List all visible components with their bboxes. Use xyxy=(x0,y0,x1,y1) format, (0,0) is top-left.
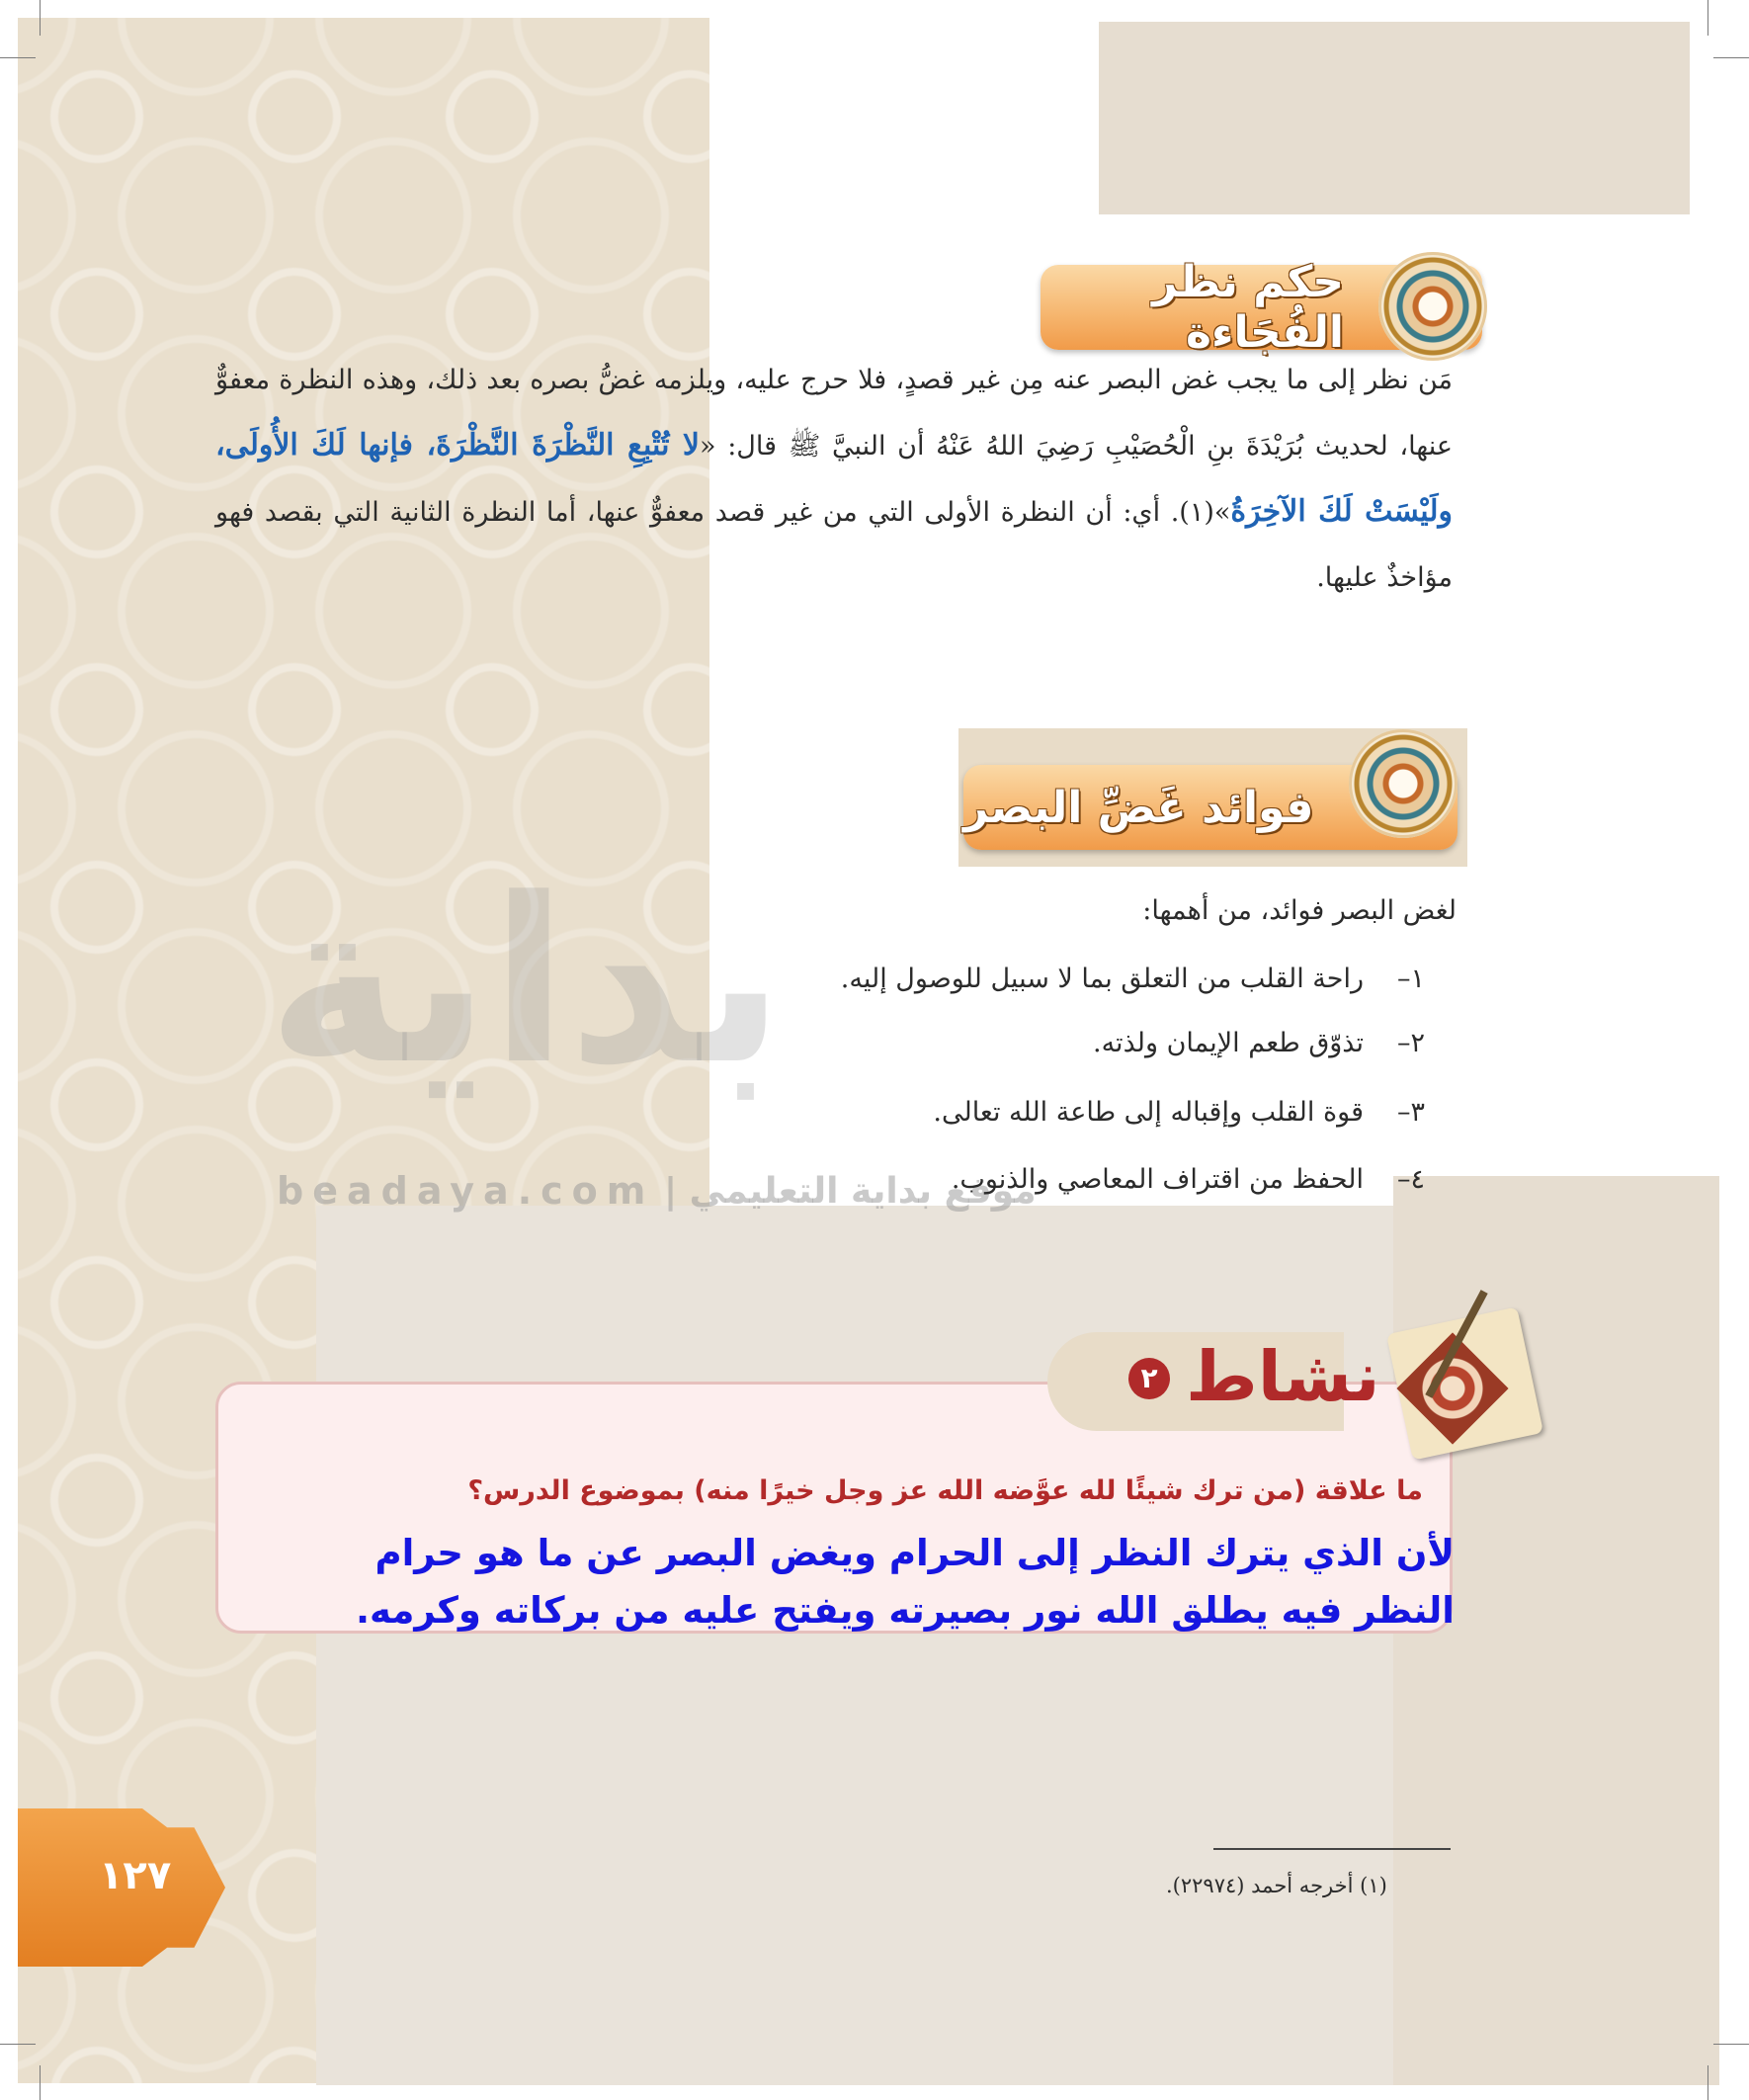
section-title: حكم نظر الفُجَاءة xyxy=(1152,257,1344,358)
list-item xyxy=(1093,1028,1425,1058)
crop-mark xyxy=(40,0,41,36)
list-text: الحفظ من اقتراف المعاصي والذنوب. xyxy=(951,1164,1364,1195)
paragraph-text: »(١). أي: أن النظرة الأولى التي من غير قصد معفوٌّ عنها، أما النظرة الثانية التي بقصد فهو مؤاخذٌ عليها. xyxy=(215,497,1453,593)
crop-mark xyxy=(0,57,36,58)
hadith-quote: لا تُتْبِعِ النَّظْرَةَ النَّظْرَةَ، فإنها لَكَ الأُولَى، ولَيْسَتْ لَكَ الآخِرَةُ xyxy=(215,428,1453,529)
paragraph-text: مَن نظر إلى ما يجب غض البصر عنه مِن غير قصدٍ، فلا حرج عليه، ويلزمه غضُّ بصره بعد ذلك، وهذه النظرة معفوٌّ عنها، لحديث بُرَيْدَةَ بنِ الْحُصَيْبِ رَضِيَ اللهُ عَنْهُ أن النبيَّ ﷺ قال: « xyxy=(215,365,1453,462)
footnote-rule xyxy=(1213,1848,1451,1850)
watermark-subtitle: موقع بداية التعليمي | xyxy=(664,1171,1037,1212)
activity-question: ما علاقة (من ترك شيئًا لله عوَّضه الله عز وجل خيرًا منه) بموضوع الدرس؟ xyxy=(467,1475,1423,1506)
activity-answer: لأن الذي يترك النظر إلى الحرام ويغض البصر عن ما هو حرام النظر فيه يطلق الله نور بصيرته ويفتح عليه من بركاته وكرمه. xyxy=(355,1532,1455,1632)
section-title: فوائد غَضِّ البصر xyxy=(963,782,1314,833)
benefits-intro: لغض البصر فوائد، من أهمها: xyxy=(1142,895,1457,926)
list-number: ٤– xyxy=(1396,1164,1425,1195)
page-number: ١٢٧ xyxy=(99,1853,172,1898)
list-number: ٢– xyxy=(1396,1028,1425,1058)
crop-mark xyxy=(40,2065,41,2100)
ruling-paragraph xyxy=(215,348,1453,611)
rosette-icon xyxy=(1378,252,1487,361)
watermark-url: beadaya.com xyxy=(277,1169,655,1213)
list-text: راحة القلب من التعلق بما لا سبيل للوصول إليه. xyxy=(840,964,1364,994)
list-item xyxy=(952,1164,1425,1195)
crop-mark xyxy=(1713,2044,1749,2045)
activity-number-badge: ٢ xyxy=(1128,1358,1170,1399)
crop-mark xyxy=(1707,2065,1708,2100)
list-text: قوة القلب وإقباله إلى طاعة الله تعالى. xyxy=(933,1097,1364,1128)
list-item xyxy=(841,964,1425,994)
list-item xyxy=(933,1097,1425,1128)
crop-mark xyxy=(1707,0,1708,36)
footnote: (١) أخرجه أحمد (٢٢٩٧٤). xyxy=(1166,1874,1387,1897)
top-right-panel xyxy=(1099,22,1690,214)
list-number: ٣– xyxy=(1396,1097,1425,1128)
crop-mark xyxy=(0,2044,36,2045)
list-text: تذوّق طعم الإيمان ولذته. xyxy=(1093,1028,1364,1058)
activity-title: نشاط xyxy=(1186,1336,1380,1417)
list-number: ١– xyxy=(1396,964,1425,994)
watermark-arabic: بداية xyxy=(267,851,785,1115)
rosette-icon xyxy=(1349,729,1458,838)
crop-mark xyxy=(1713,57,1749,58)
